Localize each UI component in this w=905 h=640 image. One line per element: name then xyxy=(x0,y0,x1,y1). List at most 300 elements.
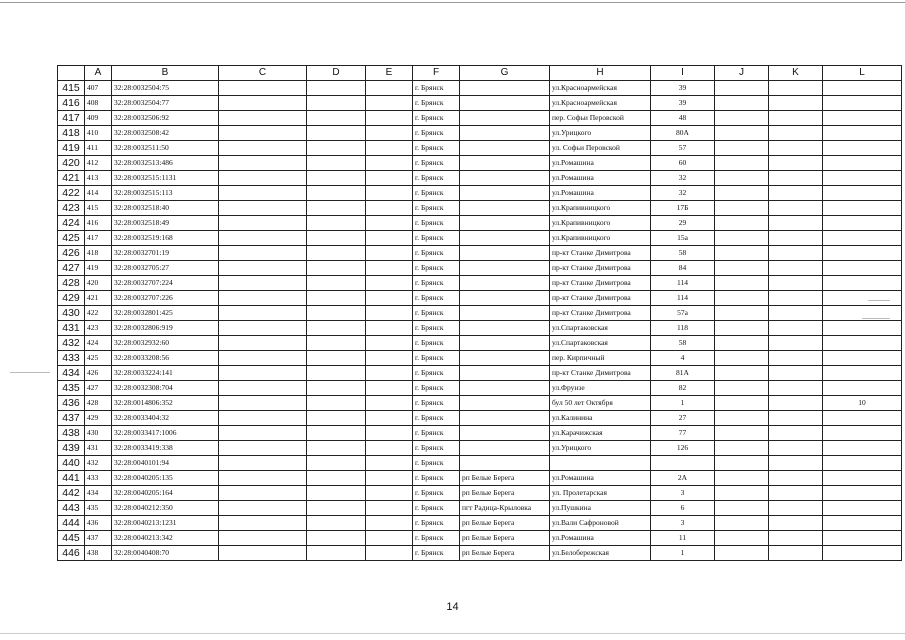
cell-g xyxy=(460,336,550,351)
cell-k xyxy=(769,111,823,126)
table-row xyxy=(58,366,902,381)
cell-l xyxy=(823,171,902,186)
cell-l xyxy=(823,81,902,96)
corner-cell xyxy=(58,66,85,81)
cell-e xyxy=(366,306,413,321)
cell-d xyxy=(307,111,366,126)
cell-c xyxy=(219,306,307,321)
cell-h: пр-кт Станке Димитрова xyxy=(550,261,651,276)
cell-g xyxy=(460,156,550,171)
cell-c xyxy=(219,231,307,246)
cell-h: пер. Кирпичный xyxy=(550,351,651,366)
cell-k xyxy=(769,216,823,231)
cell-i: 58 xyxy=(651,246,715,261)
cell-k xyxy=(769,261,823,276)
cell-g xyxy=(460,201,550,216)
row-number: 444 xyxy=(58,516,85,531)
cell-l xyxy=(823,186,902,201)
row-number: 421 xyxy=(58,171,85,186)
cell-h: ул.Спартаковская xyxy=(550,336,651,351)
cell-a: 412 xyxy=(85,156,112,171)
cell-j xyxy=(715,531,769,546)
cell-f: г. Брянск xyxy=(413,306,460,321)
cell-j xyxy=(715,141,769,156)
cell-i: 4 xyxy=(651,351,715,366)
cell-f: г. Брянск xyxy=(413,366,460,381)
cell-a: 424 xyxy=(85,336,112,351)
cell-b: 32:28:0032518:49 xyxy=(112,216,219,231)
cell-c xyxy=(219,96,307,111)
cell-b: 32:28:0033208:56 xyxy=(112,351,219,366)
cell-b: 32:28:0032932:60 xyxy=(112,336,219,351)
cell-c xyxy=(219,396,307,411)
cell-k xyxy=(769,231,823,246)
cell-h: пр-кт Станке Димитрова xyxy=(550,246,651,261)
cell-l xyxy=(823,111,902,126)
cell-h: ул.Ромашина xyxy=(550,186,651,201)
cell-i: 27 xyxy=(651,411,715,426)
cell-d xyxy=(307,81,366,96)
cell-d xyxy=(307,156,366,171)
cell-e xyxy=(366,351,413,366)
cell-j xyxy=(715,291,769,306)
cell-l xyxy=(823,276,902,291)
row-number: 422 xyxy=(58,186,85,201)
cell-c xyxy=(219,426,307,441)
cell-a: 437 xyxy=(85,531,112,546)
row-number: 437 xyxy=(58,411,85,426)
row-number: 427 xyxy=(58,261,85,276)
cell-j xyxy=(715,81,769,96)
table-row xyxy=(58,456,902,471)
cell-c xyxy=(219,171,307,186)
cell-b: 32:28:0032806:919 xyxy=(112,321,219,336)
cell-l xyxy=(823,456,902,471)
cell-a: 428 xyxy=(85,396,112,411)
cell-b: 32:28:0032508:42 xyxy=(112,126,219,141)
row-number: 430 xyxy=(58,306,85,321)
table-row xyxy=(58,486,902,501)
cell-h: ул.Пушкина xyxy=(550,501,651,516)
cell-k xyxy=(769,366,823,381)
cell-g xyxy=(460,291,550,306)
cell-a: 409 xyxy=(85,111,112,126)
row-number: 416 xyxy=(58,96,85,111)
cell-j xyxy=(715,231,769,246)
cell-l xyxy=(823,216,902,231)
cell-h xyxy=(550,456,651,471)
cell-j xyxy=(715,441,769,456)
cell-a: 427 xyxy=(85,381,112,396)
cell-i: 29 xyxy=(651,216,715,231)
cell-e xyxy=(366,321,413,336)
column-header-l: L xyxy=(823,66,902,81)
cell-d xyxy=(307,261,366,276)
cell-f: г. Брянск xyxy=(413,321,460,336)
column-header-f: F xyxy=(413,66,460,81)
cell-k xyxy=(769,351,823,366)
table-row xyxy=(58,306,902,321)
cell-l xyxy=(823,231,902,246)
cell-l xyxy=(823,441,902,456)
cell-h: ул. Софьи Перовской xyxy=(550,141,651,156)
cell-l xyxy=(823,246,902,261)
cell-j xyxy=(715,546,769,561)
cell-k xyxy=(769,201,823,216)
cell-b: 32:28:0040205:164 xyxy=(112,486,219,501)
cell-b: 32:28:0032513:486 xyxy=(112,156,219,171)
cell-f: г. Брянск xyxy=(413,276,460,291)
cell-d xyxy=(307,471,366,486)
cell-l xyxy=(823,411,902,426)
cell-a: 426 xyxy=(85,366,112,381)
cell-k xyxy=(769,246,823,261)
row-number: 423 xyxy=(58,201,85,216)
cell-k xyxy=(769,426,823,441)
table-row xyxy=(58,336,902,351)
table-row xyxy=(58,276,902,291)
cell-c xyxy=(219,501,307,516)
cell-k xyxy=(769,306,823,321)
cell-f: г. Брянск xyxy=(413,351,460,366)
cell-k xyxy=(769,456,823,471)
cell-b: 32:28:0032511:50 xyxy=(112,141,219,156)
cell-c xyxy=(219,471,307,486)
cell-f: г. Брянск xyxy=(413,531,460,546)
cell-e xyxy=(366,291,413,306)
cell-e xyxy=(366,141,413,156)
cell-c xyxy=(219,141,307,156)
cell-e xyxy=(366,171,413,186)
cell-l xyxy=(823,126,902,141)
cell-i: 84 xyxy=(651,261,715,276)
cell-l xyxy=(823,366,902,381)
cell-i: 57а xyxy=(651,306,715,321)
row-number: 424 xyxy=(58,216,85,231)
cell-h: ул.Урицкого xyxy=(550,126,651,141)
cell-i: 82 xyxy=(651,381,715,396)
cell-d xyxy=(307,291,366,306)
cell-e xyxy=(366,96,413,111)
cell-b: 32:28:0032707:226 xyxy=(112,291,219,306)
cell-j xyxy=(715,336,769,351)
cell-k xyxy=(769,531,823,546)
cell-e xyxy=(366,126,413,141)
table-row xyxy=(58,171,902,186)
cell-e xyxy=(366,261,413,276)
cell-a: 433 xyxy=(85,471,112,486)
cell-k xyxy=(769,186,823,201)
row-number: 441 xyxy=(58,471,85,486)
cell-g xyxy=(460,216,550,231)
cell-c xyxy=(219,276,307,291)
cell-k xyxy=(769,441,823,456)
cell-e xyxy=(366,516,413,531)
cell-j xyxy=(715,411,769,426)
row-number: 443 xyxy=(58,501,85,516)
top-rule xyxy=(0,2,905,3)
cell-g xyxy=(460,141,550,156)
cell-g xyxy=(460,381,550,396)
cell-j xyxy=(715,321,769,336)
cell-a: 423 xyxy=(85,321,112,336)
cell-l xyxy=(823,261,902,276)
cell-k xyxy=(769,396,823,411)
cell-c xyxy=(219,351,307,366)
cell-g xyxy=(460,351,550,366)
cell-a: 436 xyxy=(85,516,112,531)
cell-l xyxy=(823,96,902,111)
table-row xyxy=(58,426,902,441)
table-row xyxy=(58,441,902,456)
cell-j xyxy=(715,471,769,486)
cell-j xyxy=(715,486,769,501)
cell-g xyxy=(460,246,550,261)
cell-e xyxy=(366,546,413,561)
cell-l xyxy=(823,336,902,351)
table-row xyxy=(58,261,902,276)
cell-k xyxy=(769,321,823,336)
table-row xyxy=(58,246,902,261)
cell-a: 422 xyxy=(85,306,112,321)
cell-k xyxy=(769,96,823,111)
cell-d xyxy=(307,531,366,546)
cell-e xyxy=(366,396,413,411)
column-header-k: K xyxy=(769,66,823,81)
cell-b: 32:28:0032504:77 xyxy=(112,96,219,111)
cell-a: 418 xyxy=(85,246,112,261)
cell-f: г. Брянск xyxy=(413,96,460,111)
cell-a: 413 xyxy=(85,171,112,186)
cell-c xyxy=(219,366,307,381)
cell-f: г. Брянск xyxy=(413,441,460,456)
cell-b: 32:28:0032506:92 xyxy=(112,111,219,126)
cell-i: 32 xyxy=(651,171,715,186)
cell-g xyxy=(460,261,550,276)
cell-i: 80А xyxy=(651,126,715,141)
cell-e xyxy=(366,201,413,216)
column-header-i: I xyxy=(651,66,715,81)
cell-l xyxy=(823,156,902,171)
cell-g xyxy=(460,366,550,381)
cell-j xyxy=(715,201,769,216)
cell-i: 2А xyxy=(651,471,715,486)
cell-g xyxy=(460,81,550,96)
cell-a: 411 xyxy=(85,141,112,156)
cell-d xyxy=(307,231,366,246)
cell-j xyxy=(715,246,769,261)
column-header-j: J xyxy=(715,66,769,81)
row-number: 419 xyxy=(58,141,85,156)
cell-d xyxy=(307,246,366,261)
cell-a: 410 xyxy=(85,126,112,141)
cell-d xyxy=(307,216,366,231)
cell-a: 425 xyxy=(85,351,112,366)
table-row xyxy=(58,546,902,561)
cell-a: 414 xyxy=(85,186,112,201)
cell-k xyxy=(769,156,823,171)
scan-noise xyxy=(862,318,890,319)
cell-l xyxy=(823,351,902,366)
cell-b: 32:28:0033224:141 xyxy=(112,366,219,381)
cell-e xyxy=(366,366,413,381)
cell-d xyxy=(307,546,366,561)
table-row xyxy=(58,81,902,96)
cell-d xyxy=(307,126,366,141)
table-row xyxy=(58,396,902,411)
cell-g: рп Белые Берега xyxy=(460,486,550,501)
cell-g xyxy=(460,441,550,456)
cell-h: пр-кт Станке Димитрова xyxy=(550,366,651,381)
cell-i: 126 xyxy=(651,441,715,456)
cell-a: 429 xyxy=(85,411,112,426)
cell-c xyxy=(219,321,307,336)
cell-a: 415 xyxy=(85,201,112,216)
cell-f: г. Брянск xyxy=(413,426,460,441)
cell-l xyxy=(823,546,902,561)
cell-c xyxy=(219,126,307,141)
cell-i: 114 xyxy=(651,276,715,291)
cell-j xyxy=(715,111,769,126)
cell-b: 32:28:0040205:135 xyxy=(112,471,219,486)
cell-j xyxy=(715,351,769,366)
cell-d xyxy=(307,321,366,336)
cell-d xyxy=(307,501,366,516)
cell-d xyxy=(307,486,366,501)
cell-a: 421 xyxy=(85,291,112,306)
cell-a: 417 xyxy=(85,231,112,246)
row-number: 428 xyxy=(58,276,85,291)
row-number: 435 xyxy=(58,381,85,396)
cell-h: ул.Карачижская xyxy=(550,426,651,441)
cell-a: 431 xyxy=(85,441,112,456)
table-row xyxy=(58,471,902,486)
cell-c xyxy=(219,246,307,261)
cell-c xyxy=(219,531,307,546)
cell-j xyxy=(715,126,769,141)
cell-j xyxy=(715,216,769,231)
cell-f: г. Брянск xyxy=(413,126,460,141)
row-number: 440 xyxy=(58,456,85,471)
cell-i xyxy=(651,456,715,471)
cell-d xyxy=(307,396,366,411)
page-number: 14 xyxy=(446,601,459,613)
cell-k xyxy=(769,411,823,426)
cell-b: 32:28:0032515:113 xyxy=(112,186,219,201)
cell-i: 15а xyxy=(651,231,715,246)
cell-k xyxy=(769,486,823,501)
cell-i: 114 xyxy=(651,291,715,306)
cell-f: г. Брянск xyxy=(413,156,460,171)
cell-b: 32:28:0014806:352 xyxy=(112,396,219,411)
cell-d xyxy=(307,366,366,381)
cell-k xyxy=(769,171,823,186)
cell-g xyxy=(460,96,550,111)
cell-c xyxy=(219,456,307,471)
cell-g: рп Белые Берега xyxy=(460,546,550,561)
cell-e xyxy=(366,456,413,471)
cell-c xyxy=(219,156,307,171)
cell-b: 32:28:0040213:1231 xyxy=(112,516,219,531)
row-number: 438 xyxy=(58,426,85,441)
cell-l xyxy=(823,426,902,441)
cell-l xyxy=(823,486,902,501)
cell-h: ул.Ромашина xyxy=(550,171,651,186)
cell-f: г. Брянск xyxy=(413,186,460,201)
row-number: 426 xyxy=(58,246,85,261)
cell-d xyxy=(307,456,366,471)
cell-d xyxy=(307,186,366,201)
cell-g: рп Белые Берега xyxy=(460,516,550,531)
cell-h: ул.Красноармейская xyxy=(550,96,651,111)
cell-b: 32:28:0032515:1131 xyxy=(112,171,219,186)
cell-j xyxy=(715,381,769,396)
cell-h: ул.Ромашина xyxy=(550,531,651,546)
cell-b: 32:28:0032705:27 xyxy=(112,261,219,276)
cell-a: 438 xyxy=(85,546,112,561)
row-number: 442 xyxy=(58,486,85,501)
cell-k xyxy=(769,546,823,561)
cell-j xyxy=(715,171,769,186)
cell-f: г. Брянск xyxy=(413,381,460,396)
table-row xyxy=(58,321,902,336)
cell-g xyxy=(460,411,550,426)
row-number: 429 xyxy=(58,291,85,306)
cell-f: г. Брянск xyxy=(413,486,460,501)
cell-f: г. Брянск xyxy=(413,261,460,276)
table-row xyxy=(58,111,902,126)
cell-h: пр-кт Станке Димитрова xyxy=(550,291,651,306)
cell-b: 32:28:0032308:704 xyxy=(112,381,219,396)
row-number: 439 xyxy=(58,441,85,456)
cell-k xyxy=(769,336,823,351)
cell-c xyxy=(219,516,307,531)
cell-e xyxy=(366,81,413,96)
cell-a: 434 xyxy=(85,486,112,501)
cell-i: 81А xyxy=(651,366,715,381)
cell-d xyxy=(307,426,366,441)
cell-b: 32:28:0040408:70 xyxy=(112,546,219,561)
cell-j xyxy=(715,396,769,411)
cell-e xyxy=(366,501,413,516)
cell-k xyxy=(769,141,823,156)
row-number: 436 xyxy=(58,396,85,411)
cell-g: рп Белые Берега xyxy=(460,471,550,486)
cell-k xyxy=(769,81,823,96)
cell-e xyxy=(366,336,413,351)
cell-c xyxy=(219,261,307,276)
table-row xyxy=(58,381,902,396)
cell-e xyxy=(366,231,413,246)
cell-e xyxy=(366,276,413,291)
scan-noise xyxy=(10,372,50,373)
cell-h: ул.Ромашина xyxy=(550,156,651,171)
cell-k xyxy=(769,381,823,396)
cell-i: 39 xyxy=(651,81,715,96)
table-row xyxy=(58,291,902,306)
cell-e xyxy=(366,471,413,486)
cell-k xyxy=(769,471,823,486)
row-number: 433 xyxy=(58,351,85,366)
column-header-a: A xyxy=(85,66,112,81)
cell-f: г. Брянск xyxy=(413,546,460,561)
scan-noise xyxy=(868,300,890,301)
cell-b: 32:28:0033419:338 xyxy=(112,441,219,456)
cell-d xyxy=(307,306,366,321)
cell-j xyxy=(715,276,769,291)
cell-f: г. Брянск xyxy=(413,471,460,486)
cell-d xyxy=(307,411,366,426)
